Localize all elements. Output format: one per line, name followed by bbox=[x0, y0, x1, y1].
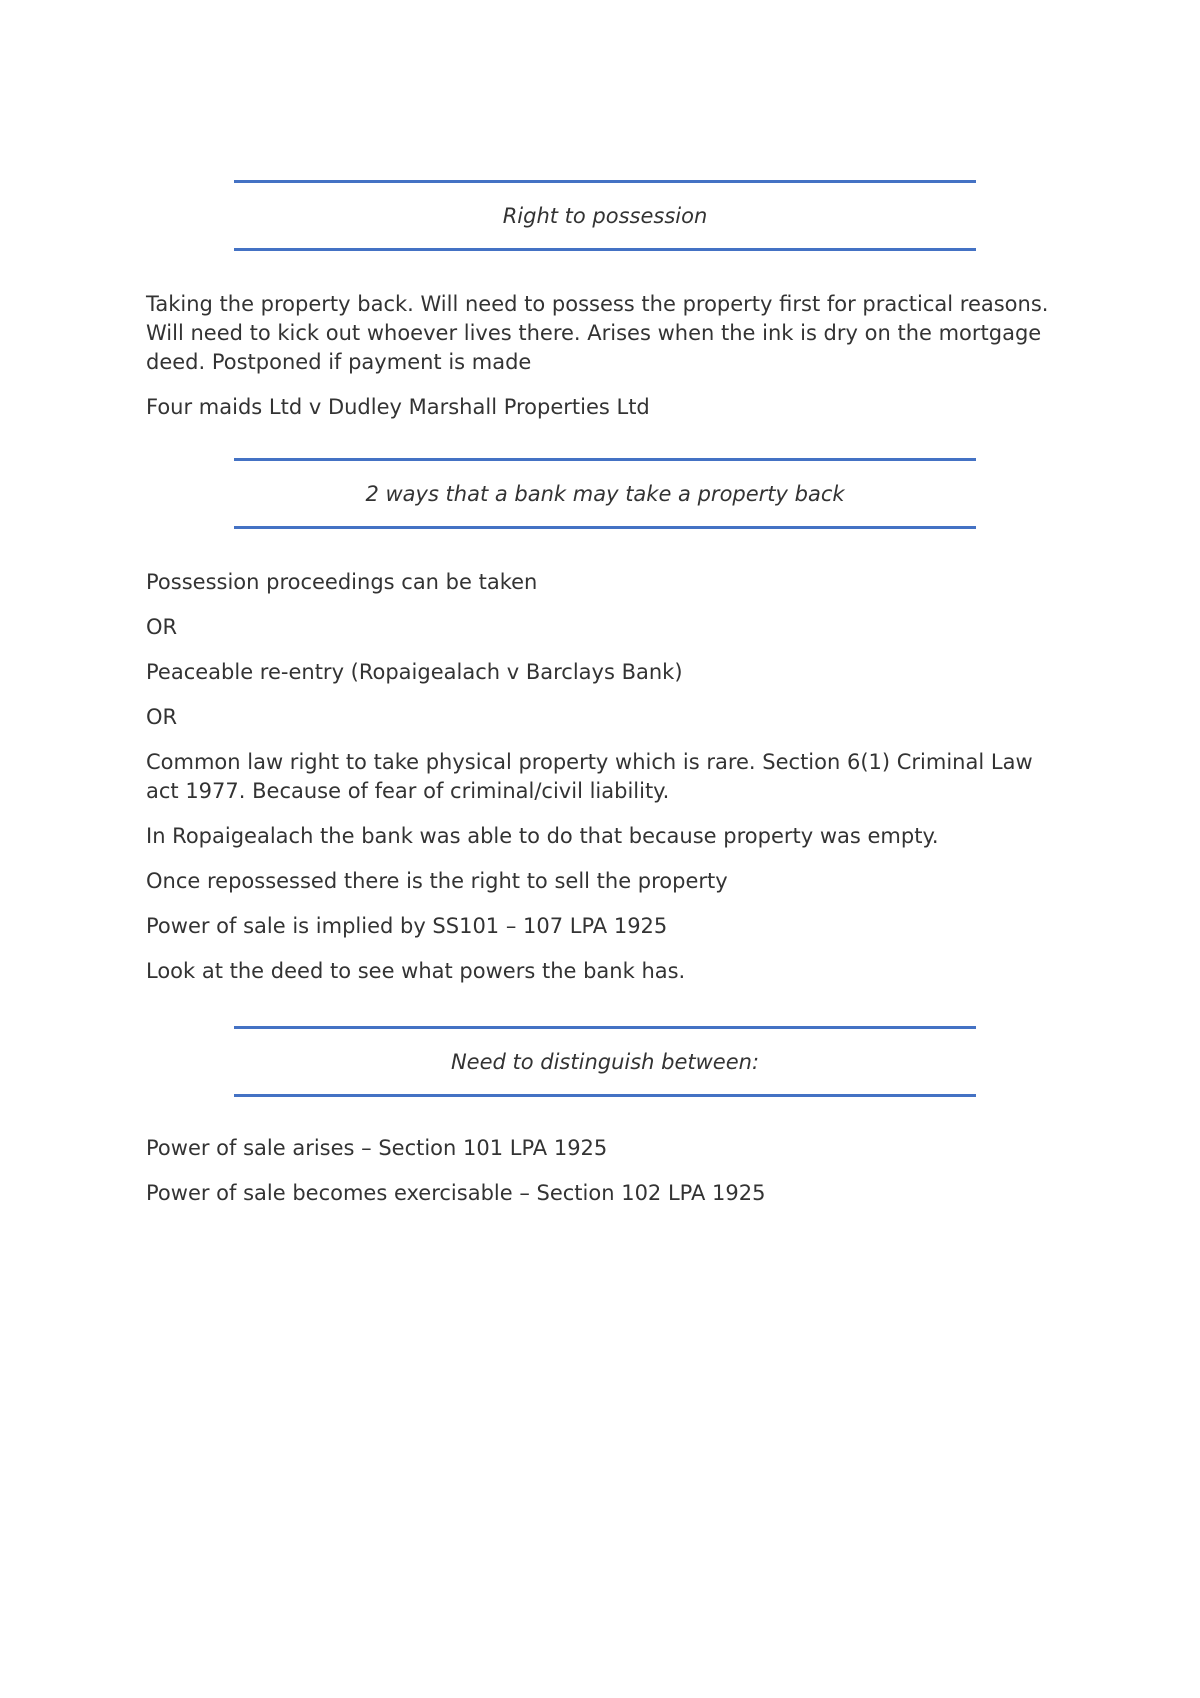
paragraph: Possession proceedings can be taken bbox=[146, 570, 538, 594]
section-heading-two-ways bbox=[234, 458, 976, 529]
paragraph-case-citation: Four maids Ltd v Dudley Marshall Properties Ltd bbox=[146, 395, 650, 419]
paragraph: Once repossessed there is the right to sell the property bbox=[146, 869, 728, 893]
section-heading-text: 2 ways that a bank may take a property back bbox=[365, 481, 845, 506]
section-heading-distinguish bbox=[234, 1026, 976, 1097]
paragraph: Peaceable re-entry (Ropaigealach v Barclays Bank) bbox=[146, 660, 683, 684]
section-body-distinguish bbox=[146, 1134, 1066, 1224]
paragraph: Common law right to take physical property which is rare. Section 6(1) Criminal Law act 1977. Because of fear of criminal/civil liability. bbox=[146, 750, 1033, 803]
paragraph: Look at the deed to see what powers the bank has. bbox=[146, 959, 686, 983]
section-body-two-ways bbox=[146, 568, 1066, 1002]
paragraph-or: OR bbox=[146, 615, 178, 639]
paragraph: In Ropaigealach the bank was able to do that because property was empty. bbox=[146, 824, 939, 848]
paragraph: Taking the property back. Will need to possess the property first for practical reasons. Will need to kick out whoever lives there. Arises when the ink is dry on the mortgage deed. Postponed if payment is made bbox=[146, 292, 1049, 374]
section-heading-text: Right to possession bbox=[502, 203, 708, 228]
paragraph: Power of sale is implied by SS101 – 107 LPA 1925 bbox=[146, 914, 668, 938]
paragraph: Power of sale becomes exercisable – Section 102 LPA 1925 bbox=[146, 1181, 766, 1205]
paragraph-or: OR bbox=[146, 705, 178, 729]
paragraph: Power of sale arises – Section 101 LPA 1925 bbox=[146, 1136, 608, 1160]
section-heading-text: Need to distinguish between: bbox=[450, 1049, 760, 1074]
section-heading-right-to-possession bbox=[234, 180, 976, 251]
section-body-right-to-possession bbox=[146, 290, 1066, 438]
